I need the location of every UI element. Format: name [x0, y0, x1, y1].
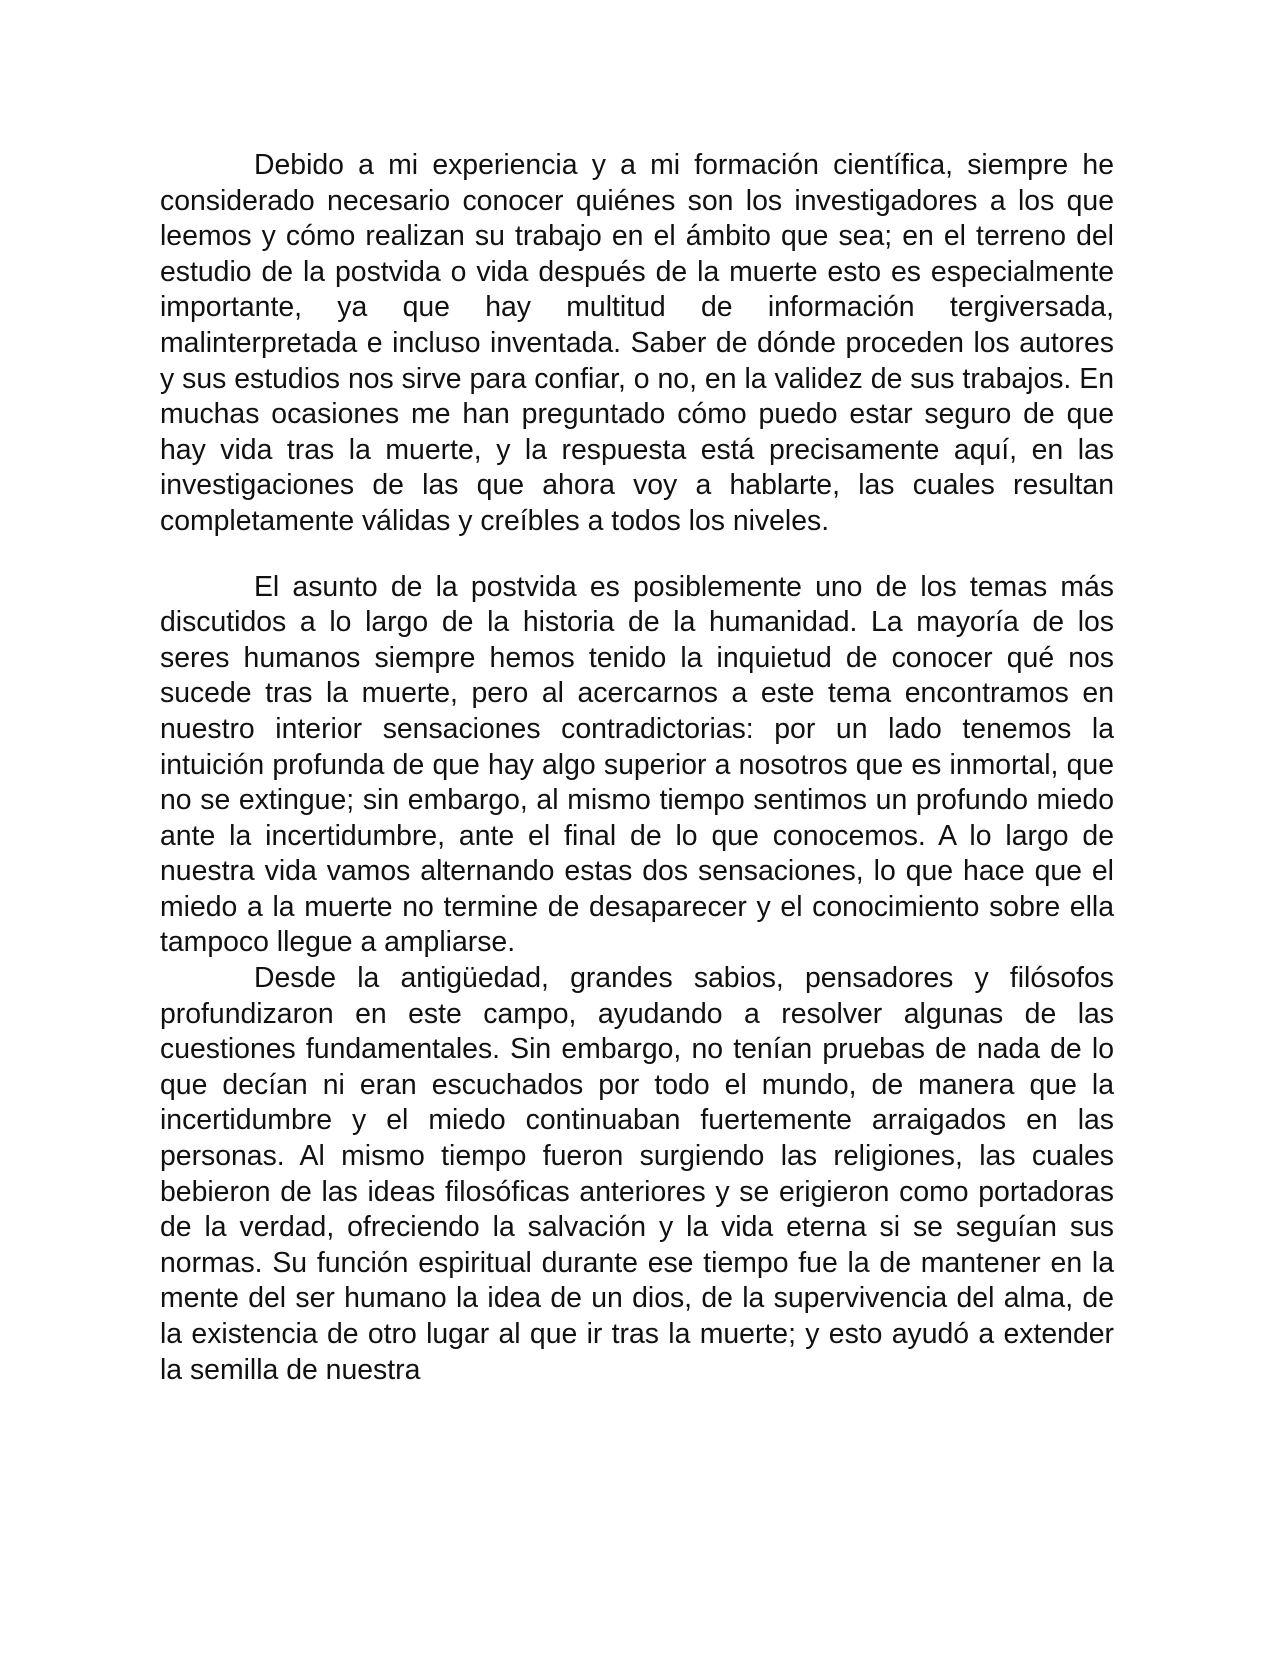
paragraph-3: Desde la antigüedad, grandes sabios, pensadores y filósofos profundizaron en este campo, ayudando a resolver algunas de las cuestiones fundamentales. Sin embargo, no tenían pruebas de nada de lo que decían ni eran escuchados por todo el mundo, de manera que la incertidumbre y el miedo continuaban fuertemente arraigados en las personas. Al mismo tiempo fueron surgiendo las religiones, las cuales bebieron de las ideas filosóficas anteriores y se erigieron como portadoras de la verdad, ofreciendo la salvación y la vida eterna si se seguían sus normas. Su función espiritual durante ese tiempo fue la de mantener en la mente del ser humano la idea de un dios, de la supervivencia del alma, de la existencia de otro lugar al que ir tras la muerte; y esto ayudó a extender la semilla de nuestra — [160, 962, 1114, 1386]
paragraph-1: Debido a mi experiencia y a mi formación científica, siempre he considerado necesario conocer quiénes son los investigadores a los que leemos y cómo realizan su trabajo en el ámbito que sea; en el terreno del estudio de la postvida o vida después de la muerte esto es especialmente importante, ya que hay multitud de información tergiversada, malinterpretada e incluso inventada. Saber de dónde proceden los autores y sus estudios nos sirve para confiar, o no, en la validez de sus trabajos. En muchas ocasiones me han preguntado cómo puedo estar seguro de que hay vida tras la muerte, y la respuesta está precisamente aquí, en las investigaciones de las que ahora voy a hablarte, las cuales resultan completamente válidas y creíbles a todos los niveles. — [160, 149, 1114, 537]
body-text — [160, 148, 1114, 1388]
paragraph-2: El asunto de la postvida es posiblemente uno de los temas más discutidos a lo largo de la historia de la humanidad. La mayoría de los seres humanos siempre hemos tenido la inquietud de conocer qué nos sucede tras la muerte, pero al acercarnos a este tema encontramos en nuestro interior sensaciones contradictorias: por un lado tenemos la intuición profunda de que hay algo superior a nosotros que es inmortal, que no se extingue; sin embargo, al mismo tiempo sentimos un profundo miedo ante la incertidumbre, ante el final de lo que conocemos. A lo largo de nuestra vida vamos alternando estas dos sensaciones, lo que hace que el miedo a la muerte no termine de desaparecer y el conocimiento sobre ella tampoco llegue a ampliarse. — [160, 570, 1114, 959]
